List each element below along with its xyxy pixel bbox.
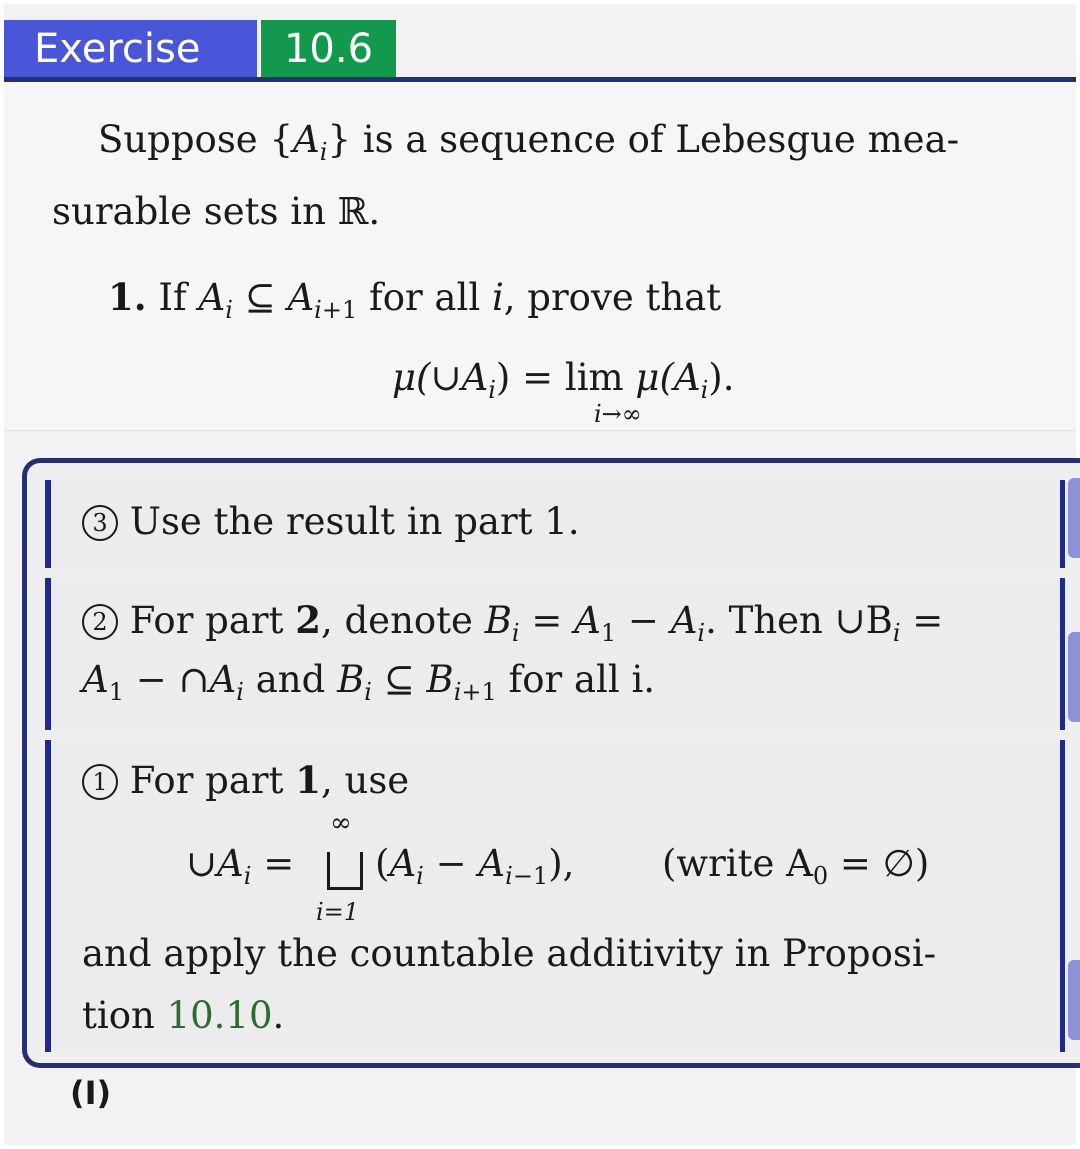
hint-3-left-bar bbox=[45, 480, 51, 568]
hint-3-text: 3 Use the result in part 1. bbox=[82, 500, 580, 543]
hint-2-side-tab[interactable] bbox=[1068, 632, 1080, 722]
hint-2-line-1: 2 For part 2, denote $B_i = A_1 - A_i$. Then $\cup B_i$ = bbox=[82, 598, 943, 647]
union-formula-rhs: $(A_i - A_{i-1})$, bbox=[375, 842, 575, 890]
hint-3-number: 3 bbox=[82, 505, 118, 541]
disjoint-union-symbol bbox=[327, 852, 363, 890]
union-subscript: i=1 bbox=[316, 898, 360, 926]
footer-mark: (I) bbox=[70, 1074, 112, 1112]
hint-1-line-4: tion 10.10. bbox=[82, 994, 285, 1037]
hint-1-line-3: and apply the countable additivity in Proposi- bbox=[82, 932, 937, 975]
limit-subscript: i→∞ bbox=[594, 400, 642, 428]
hint-2-line-2: $A_1$ − $\cap A_i$ and $B_i$ ⊆ $B_{i+1}$ for all i. bbox=[82, 658, 656, 706]
statement-line-1: Suppose $\{A_i\}$ is a sequence of Lebesgue mea- bbox=[98, 118, 960, 166]
hint-2-right-bar bbox=[1060, 578, 1065, 730]
statement-line-2: surable sets in ℝ. bbox=[52, 190, 381, 233]
write-note: (write $A_0$ = ∅) bbox=[662, 842, 930, 890]
union-superscript: ∞ bbox=[330, 808, 352, 838]
proposition-link[interactable]: 10.10 bbox=[166, 994, 273, 1037]
part1-statement: 1. If $A_i$ ⊆ $A_{i+1}$ for all i, prove that bbox=[108, 275, 722, 324]
hint-3-side-tab[interactable] bbox=[1068, 478, 1080, 558]
hint-1-left-bar bbox=[45, 740, 51, 1052]
hint-1-side-tab[interactable] bbox=[1068, 960, 1080, 1040]
hint-2-left-bar bbox=[45, 578, 51, 730]
exercise-label: Exercise bbox=[4, 20, 257, 78]
union-formula-lhs: $\cup A_i$ = bbox=[186, 842, 295, 890]
hint-3-right-bar bbox=[1060, 480, 1065, 568]
limit-formula: $\mu(\cup A_i) = \lim \mu(A_i)$. bbox=[392, 356, 735, 404]
exercise-number: 10.6 bbox=[261, 20, 396, 78]
hint-1-number: 1 bbox=[82, 764, 118, 800]
hint-1-line-1: 1 For part 1, use bbox=[82, 758, 409, 802]
hint-1-right-bar bbox=[1060, 740, 1065, 1052]
hint-2-number: 2 bbox=[82, 604, 118, 640]
